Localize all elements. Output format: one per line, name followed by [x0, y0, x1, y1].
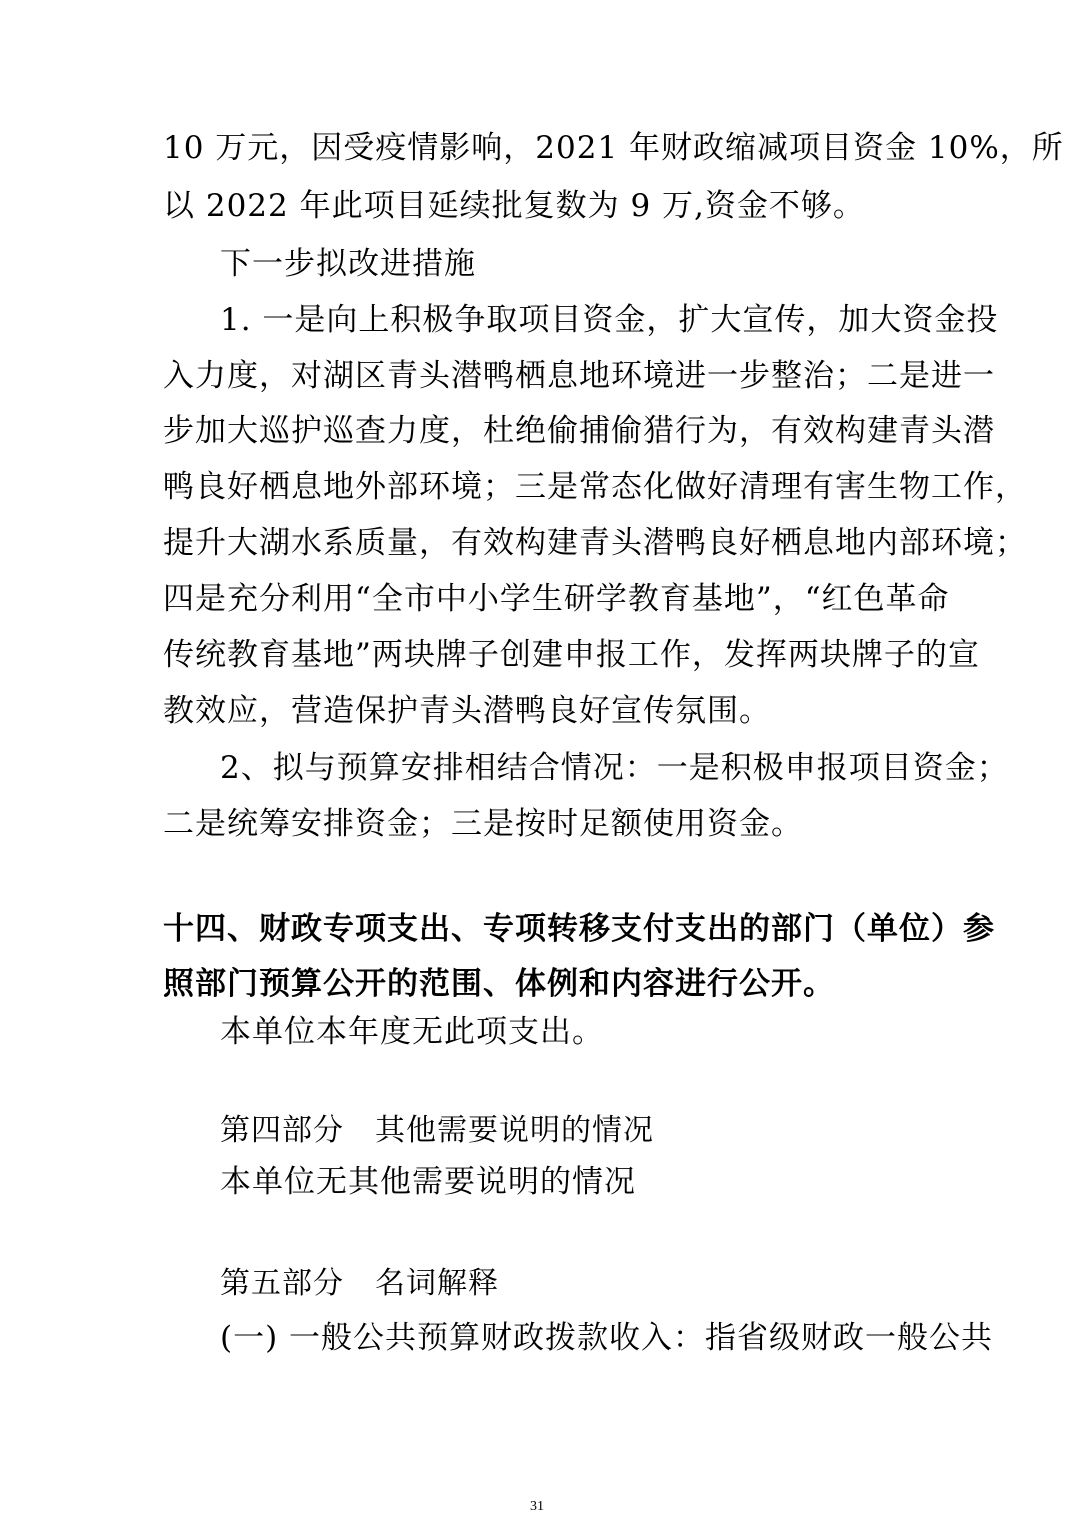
section-heading: 十四、财政专项支出、专项转移支付支出的部门（单位）参 [163, 911, 995, 947]
body-text-line: 1. 一是向上积极争取项目资金，扩大宣传，加大资金投 [220, 302, 999, 338]
body-text-line: 传统教育基地”两块牌子创建申报工作，发挥两块牌子的宣 [163, 637, 980, 673]
body-text-line: 鸭良好栖息地外部环境；三是常态化做好清理有害生物工作， [163, 469, 1027, 505]
body-text-line: 四是充分利用“全市中小学生研学教育基地”，“红色革命 [163, 581, 950, 617]
body-text-line: 提升大湖水系质量，有效构建青头潜鸭良好栖息地内部环境； [163, 525, 1027, 561]
body-text-line: 2、拟与预算安排相结合情况：一是积极申报项目资金； [220, 750, 1009, 786]
body-text-line: 步加大巡护巡查力度，杜绝偷捕偷猎行为，有效构建青头潜 [163, 413, 995, 449]
body-text-line: (一) 一般公共预算财政拨款收入：指省级财政一般公共 [220, 1320, 994, 1356]
body-text-line: 10 万元，因受疫情影响，2021 年财政缩减项目资金 10%，所 [163, 130, 1064, 166]
part-heading: 第四部分 其他需要说明的情况 [220, 1113, 654, 1148]
body-text-line: 教效应，营造保护青头潜鸭良好宣传氛围。 [163, 693, 771, 729]
body-text-line: 本单位本年度无此项支出。 [220, 1014, 604, 1050]
body-text-line: 本单位无其他需要说明的情况 [220, 1164, 636, 1200]
body-text-line: 入力度，对湖区青头潜鸭栖息地环境进一步整治；二是进一 [163, 358, 995, 394]
body-text-line: 以 2022 年此项目延续批复数为 9 万,资金不够。 [163, 188, 865, 224]
subheading-text: 下一步拟改进措施 [220, 246, 476, 282]
section-heading: 照部门预算公开的范围、体例和内容进行公开。 [163, 966, 835, 1002]
page-number: 31 [530, 1499, 544, 1514]
body-text-line: 二是统筹安排资金；三是按时足额使用资金。 [163, 806, 803, 842]
part-heading: 第五部分 名词解释 [220, 1266, 499, 1301]
